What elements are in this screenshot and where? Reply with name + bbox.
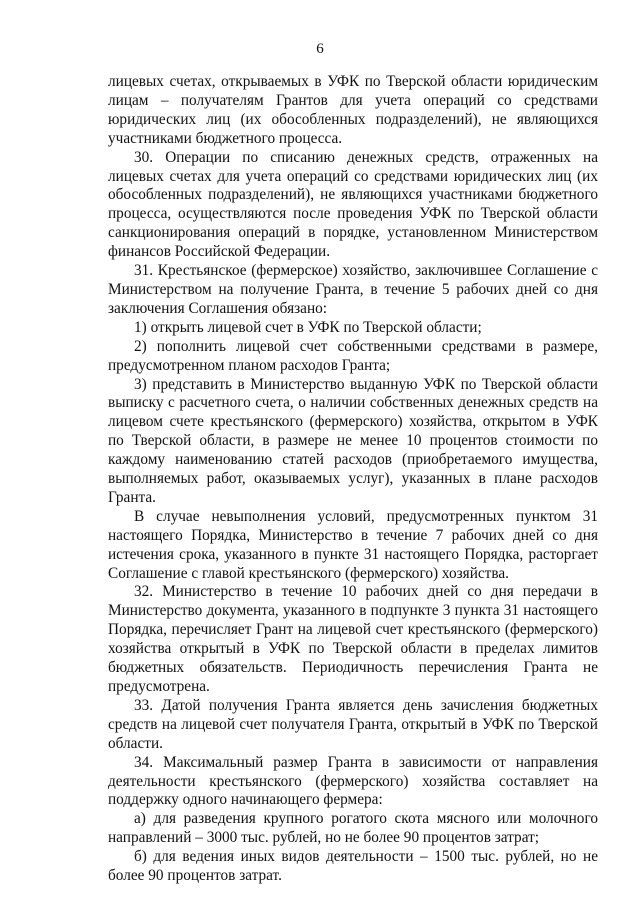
paragraph: В случае невыполнения условий, предусмотренных пунктом 31 настоящего Порядка, Министерство в течение 7 рабочих дней со дня истечения срока, указанного в пункте 31 настоящего Порядка, расторгает Соглашение с главой крестьянского (фермерского) хозяйства.: [108, 507, 598, 582]
document-body: [108, 73, 598, 886]
paragraph: 31. Крестьянское (фермерское) хозяйство, заключившее Соглашение с Министерством на получение Гранта, в течение 5 рабочих дней со дня заключения Соглашения обязано:: [108, 262, 598, 317]
paragraph: а) для разведения крупного рогатого скота мясного или молочного направлений – 3000 тыс. рублей, но не более 90 процентов затрат;: [108, 810, 598, 847]
paragraph: 2) пополнить лицевой счет собственными средствами в размере, предусмотренном планом расходов Гранта;: [108, 337, 598, 374]
paragraph: 1) открыть лицевой счет в УФК по Тверской области;: [134, 318, 482, 336]
paragraph: 30. Операции по списанию денежных средств, отраженных на лицевых счетах для учета операций со средствами юридических лиц (их обособленных подразделений), не являющихся участниками бюджетного процесса, осуществляются после проведения УФК по Тверской области санкционирования операций в порядке, установленном Министерством финансов Российской Федерации.: [108, 148, 598, 261]
page-number: 6: [316, 41, 324, 57]
paragraph: 32. Министерство в течение 10 рабочих дней со дня передачи в Министерство документа, указанного в подпункте 3 пункта 31 настоящего Порядка, перечисляет Грант на лицевой счет крестьянского (фермерского) хозяйства открытый в УФК по Тверской области в пределах лимитов бюджетных обязательств. Периодичность перечисления Гранта не предусмотрена.: [108, 583, 598, 695]
paragraph: 33. Датой получения Гранта является день зачисления бюджетных средств на лицевой счет получателя Гранта, открытый в УФК по Тверской области.: [108, 696, 598, 752]
paragraph: б) для ведения иных видов деятельности – 1500 тыс. рублей, но не более 90 процентов затрат.: [108, 848, 598, 885]
paragraph: лицевых счетах, открываемых в УФК по Тверской области юридическим лицам – получателям Грантов для учета операций со средствами юридических лиц (их обособленных подразделений), не являющихся участниками бюджетного процесса.: [108, 73, 598, 147]
paragraph: 3) представить в Министерство выданную УФК по Тверской области выписку с расчетного счета, о наличии собственных денежных средств на лицевом счете крестьянского (фермерского) хозяйства, открытом в УФК по Тверской области, в размере не менее 10 процентов стоимости по каждому наименованию статей расходов (приобретаемого имущества, выполняемых работ, оказываемых услуг), указанных в плане расходов Гранта.: [108, 375, 598, 506]
paragraph: 34. Максимальный размер Гранта в зависимости от направления деятельности крестьянского (фермерского) хозяйства составляет на поддержку одного начинающего фермера:: [108, 753, 598, 809]
